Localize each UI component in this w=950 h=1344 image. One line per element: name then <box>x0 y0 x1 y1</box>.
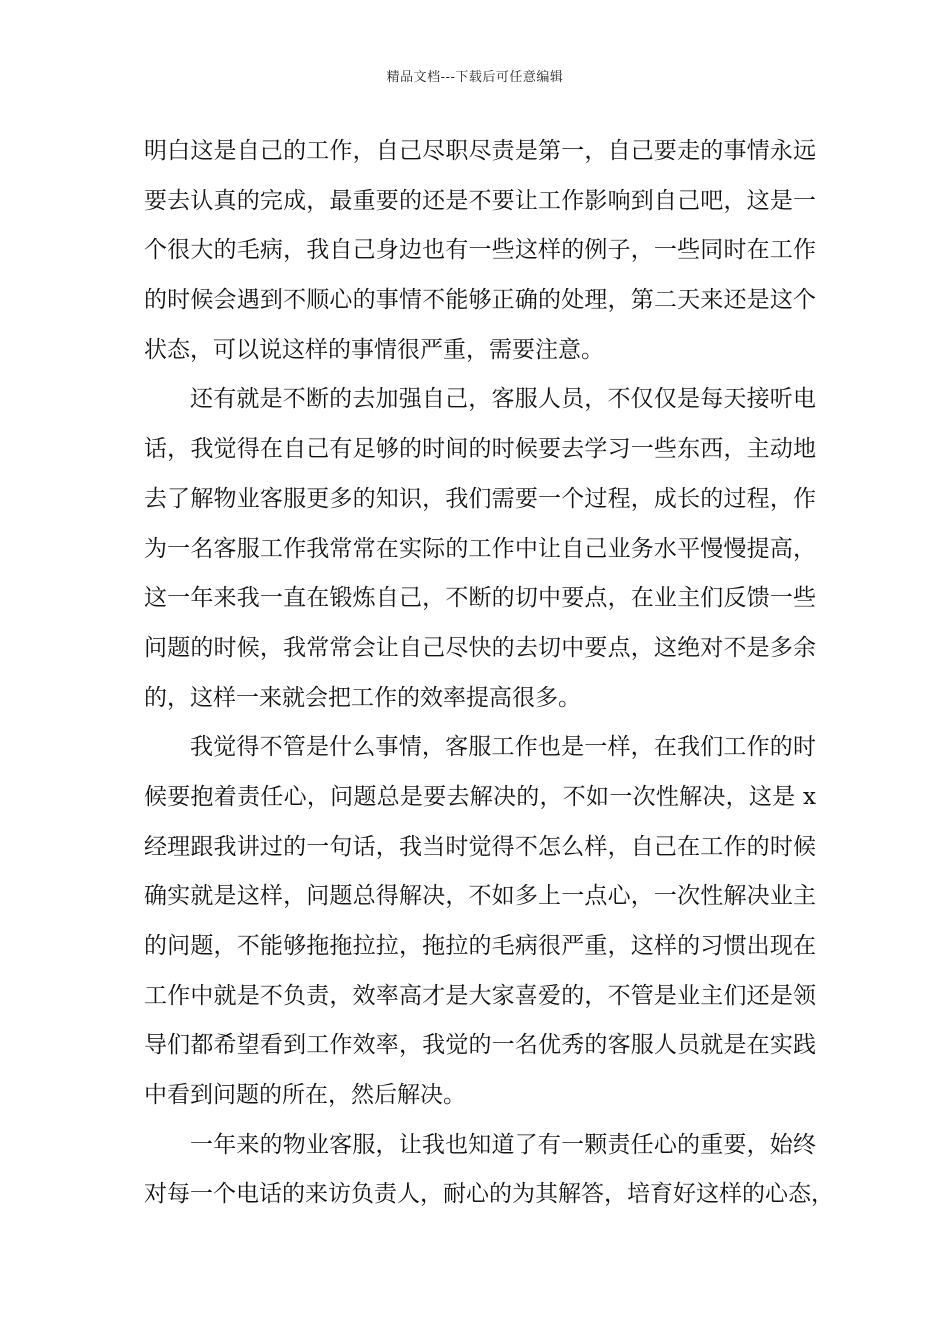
text-line: 状态，可以说这样的事情很严重，需要注意。 <box>144 336 604 363</box>
text-line: 对每一个电话的来访负责人，耐心的为其解答，培育好这样的心态， <box>144 1181 834 1208</box>
text-line: 导们都希望看到工作效率，我觉的一名优秀的客服人员就是在实践 <box>144 1032 816 1059</box>
text-line: 的，这样一来就会把工作的效率提高很多。 <box>144 684 581 711</box>
text-line: 我觉得不管是什么事情，客服工作也是一样，在我们工作的时 <box>190 734 816 761</box>
paragraph <box>144 127 816 375</box>
text-line: 问题的时候，我常常会让自己尽快的去切中要点，这绝对不是多余 <box>144 634 816 661</box>
text-line: 一年来的物业客服，让我也知道了有一颗责任心的重要，始终 <box>190 1131 816 1158</box>
page-header: 精品文档---下载后可任意编辑 <box>386 70 564 85</box>
text-line: 要去认真的完成，最重要的还是不要让工作影响到自己吧，这是一 <box>144 187 816 214</box>
text-line: 的问题，不能够拖拖拉拉，拖拉的毛病很严重，这样的习惯出现在 <box>144 933 816 959</box>
text-line: 个很大的毛病，我自己身边也有一些这样的例子，一些同时在工作 <box>144 237 816 264</box>
text-line: 这一年来我一直在锻炼自己，不断的切中要点，在业主们反馈一些 <box>144 585 816 612</box>
text-line: 去了解物业客服更多的知识，我们需要一个过程，成长的过程，作 <box>144 485 816 512</box>
text-line: 为一名客服工作我常常在实际的工作中让自己业务水平慢慢提高， <box>144 535 816 562</box>
paragraph <box>144 375 816 723</box>
document-body <box>144 127 834 1220</box>
text-line: 候要抱着责任心，问题总是要去解决的，不如一次性解决，这是 x <box>144 783 816 810</box>
text-line: 话，我觉得在自己有足够的时间的时候要去学习一些东西，主动地 <box>144 436 816 463</box>
text-line: 明白这是自己的工作，自己尽职尽责是第一，自己要走的事情永远 <box>144 138 816 164</box>
text-line: 中看到问题的所在，然后解决。 <box>144 1082 466 1109</box>
text-line: 还有就是不断的去加强自己，客服人员，不仅仅是每天接听电 <box>190 386 816 413</box>
text-line: 经理跟我讲过的一句话，我当时觉得不怎么样，自己在工作的时候 <box>144 833 816 860</box>
text-line: 工作中就是不负责，效率高才是大家喜爱的，不管是业主们还是领 <box>144 982 816 1009</box>
paragraph <box>144 1121 834 1220</box>
text-line: 确实就是这样，问题总得解决，不如多上一点心，一次性解决业主 <box>144 883 816 910</box>
text-line: 的时候会遇到不顺心的事情不能够正确的处理，第二天来还是这个 <box>144 287 816 314</box>
paragraph <box>144 723 816 1121</box>
